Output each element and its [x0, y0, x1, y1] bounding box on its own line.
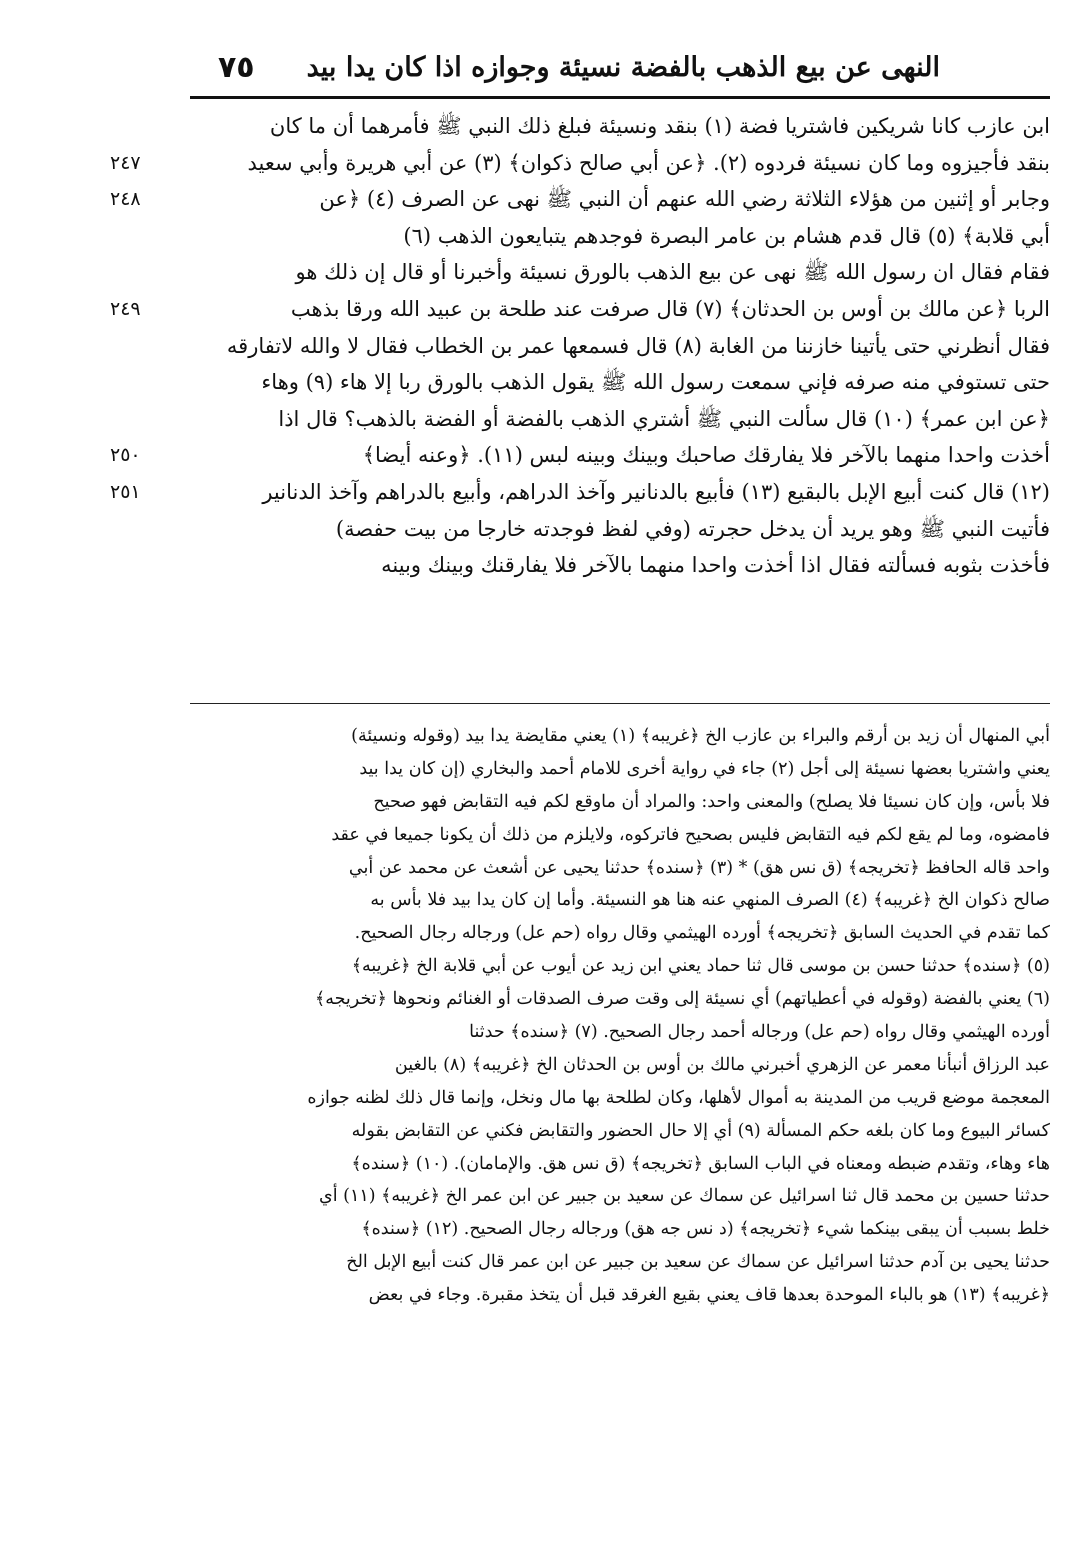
main-text-line: فقال أنظرني حتى يأتينا خازننا من الغابة (٨) قال فسمعها عمر بن الخطاب فقال لا والله لاتفارقه [226, 333, 1050, 358]
footnote-line: فامضوه، وما لم يقع لكم فيه التقابض فليس بصحيح فاتركوه، ولايلزم من ذلك أن يكونا جميعا في عقد [331, 824, 1050, 845]
main-text-line: (١٢) قال كنت أبيع الإبل بالبقيع (١٣) فأبيع بالدنانير وآخذ الدراهم، وأبيع بالدراهم وآخذ الدنانير [262, 479, 1050, 504]
footnote-line: (٦) يعني بالفضة (وقوله في أعطياتهم) أي نسيئة إلى وقت صرف الصدقات أو الغنائم ونحوها ﴿تخريجه﴾ [315, 989, 1050, 1010]
header-rule [190, 96, 1050, 99]
main-text-line: بنقد فأجيزوه وما كان نسيئة فردوه (٢). ﴿عن أبي صالح ذكوان﴾ (٣) عن أبي هريرة وأبي سعيد [247, 150, 1050, 175]
hadith-number-column [110, 108, 190, 668]
main-text-line: أبي قلابة﴾ (٥) قال قدم هشام بن عامر البصرة فوجدهم يتبايعون الذهب (٦) [403, 223, 1050, 248]
footnote-line: هاء وهاء، وتقدم ضبطه ومعناه في الباب السابق ﴿تخريجه﴾ (ق نس هق. والإمامان). (١٠) ﴿سنده﴾ [351, 1153, 1050, 1174]
chapter-title: النهى عن بيع الذهب بالفضة نسيئة وجوازه اذا كان يدا بيد [306, 52, 940, 83]
main-text-line: فقام فقال ان رسول الله ﷺ نهى عن بيع الذهب بالورق نسيئة وأخبرنا أو قال إن ذلك هو [295, 260, 1050, 285]
footnote-line: (٥) ﴿سنده﴾ حدثنا حسن بن موسى قال ثنا حماد يعني ابن زيد عن أيوب عن أبي قلابة الخ ﴿غريبه﴾ [351, 956, 1050, 977]
hadith-number: ٢٤٩ [110, 298, 141, 320]
footnote-line: كما تقدم في الحديث السابق ﴿تخريجه﴾ أورده الهيثمي وقال رواه (حم عل) ورجاله رجال الصحيح. [354, 923, 1050, 944]
hadith-number: ٢٤٧ [110, 151, 141, 174]
page-number: ٧٥ [218, 50, 255, 85]
main-text-line: الربا ﴿عن مالك بن أوس بن الحدثان﴾ (٧) قال صرفت عند طلحة بن عبيد الله ورقا بذهب [290, 296, 1050, 321]
main-text-line: فأتيت النبي ﷺ وهو يريد أن يدخل حجرته (وفي لفظ فوجدته خارجا من بيت حفصة) [335, 516, 1050, 541]
footnote-line: المعجمة موضع قريب من المدينة به أموال لأهلها، وكان لطلحة بها مال ونخل، وإنما قال ذلك لظنه جوازه [307, 1087, 1050, 1108]
footnote-line: صالح ذكوان الخ ﴿غريبه﴾ (٤) الصرف المنهي عنه هنا هو النسيئة. وأما إن كان يدا بيد فلا بأس به [370, 890, 1050, 911]
main-text-line: وجابر أو إثنين من هؤلاء الثلاثة رضي الله عنهم أن النبي ﷺ نهى عن الصرف (٤) ﴿عن [319, 187, 1050, 212]
page-header [200, 48, 940, 92]
footnote-line: عبد الرزاق أنبأنا معمر عن الزهري أخبرني مالك بن أوس بن الحدثان الخ ﴿غريبه﴾ (٨) بالغين [394, 1054, 1050, 1075]
hadith-number: ٢٥٠ [110, 444, 141, 467]
footnote-line: حدثنا يحيى بن آدم حدثنا اسرائيل عن سماك عن سعيد بن جبير عن ابن عمر قال كنت أبيع الإبل الخ [346, 1252, 1050, 1273]
main-text-line: ابن عازب كانا شريكين فاشتريا فضة (١) بنقد ونسيئة فبلغ ذلك النبي ﷺ فأمرهما أن ما كان [269, 114, 1050, 138]
footnote-line: حدثنا حسين بن محمد قال ثنا اسرائيل عن سماك عن سعيد بن جبير عن ابن عمر الخ ﴿غريبه﴾ (١١) أي [319, 1186, 1050, 1207]
footnote-line: فلا بأس، وإن كان نسيئا فلا يصلح) والمعنى واحد: والمراد أن ماوقع لكم فيه التقابض فهو صحيح [373, 791, 1050, 812]
main-text [190, 108, 1050, 584]
main-text-line: أخذت واحدا منهما بالآخر فلا يفارقك صاحبك وبينك وبينه لبس (١١). ﴿وعنه أيضا﴾ [362, 443, 1050, 468]
main-text-line: فأخذت بثوبه فسألته فقال اذا أخذت واحدا منهما بالآخر فلا يفارقنك وبينك وبينه [381, 553, 1050, 578]
footnote-line: ﴿غريبه﴾ (١٣) هو بالباء الموحدة بعدها قاف يعني بقيع الغرقد قبل أن يتخذ مقبرة. وجاء في بعض [368, 1285, 1050, 1306]
footnote-line: أبي المنهال أن زيد بن أرقم والبراء بن عازب الخ ﴿غريبه﴾ (١) يعني مقايضة يدا بيد (وقوله ونسيئة) [351, 726, 1050, 746]
footnote-line: أورده الهيثمي وقال رواه (حم عل) ورجاله أحمد رجال الصحيح. (٧) ﴿سنده﴾ حدثنا [469, 1022, 1050, 1043]
footnotes [190, 720, 1050, 1312]
hadith-number: ٢٥١ [110, 481, 141, 503]
footnote-line: خلط بسبب أن يبقى بينكما شيء ﴿تخريجه﴾ (د نس جه هق) ورجاله رجال الصحيح. (١٢) ﴿سنده﴾ [361, 1219, 1050, 1240]
main-text-line: ﴿عن ابن عمر﴾ (١٠) قال سألت النبي ﷺ أشتري الذهب بالفضة أو الفضة بالذهب؟ قال اذا [278, 406, 1050, 431]
main-text-line: حتى تستوفي منه صرفه فإني سمعت رسول الله ﷺ يقول الذهب بالورق ربا إلا هاء (٩) وهاء [261, 370, 1050, 395]
footnote-divider [190, 703, 1050, 704]
footnote-line: واحد قاله الحافظ ﴿تخريجه﴾ (ق نس هق) * (٣) ﴿سنده﴾ حدثنا يحيى عن أشعث عن محمد عن أبي [348, 857, 1050, 878]
footnote-line: يعني واشتريا بعضها نسيئة إلى أجل (٢) جاء في رواية أخرى للامام أحمد والبخاري (إن كان يدا بيد [359, 758, 1050, 779]
hadith-number: ٢٤٨ [110, 188, 141, 211]
footnote-line: كسائر البيوع وما كان بلغه حكم المسألة (٩) أي إلا حال الحضور والتقابض فكني عن التقابض بقوله [351, 1120, 1050, 1141]
